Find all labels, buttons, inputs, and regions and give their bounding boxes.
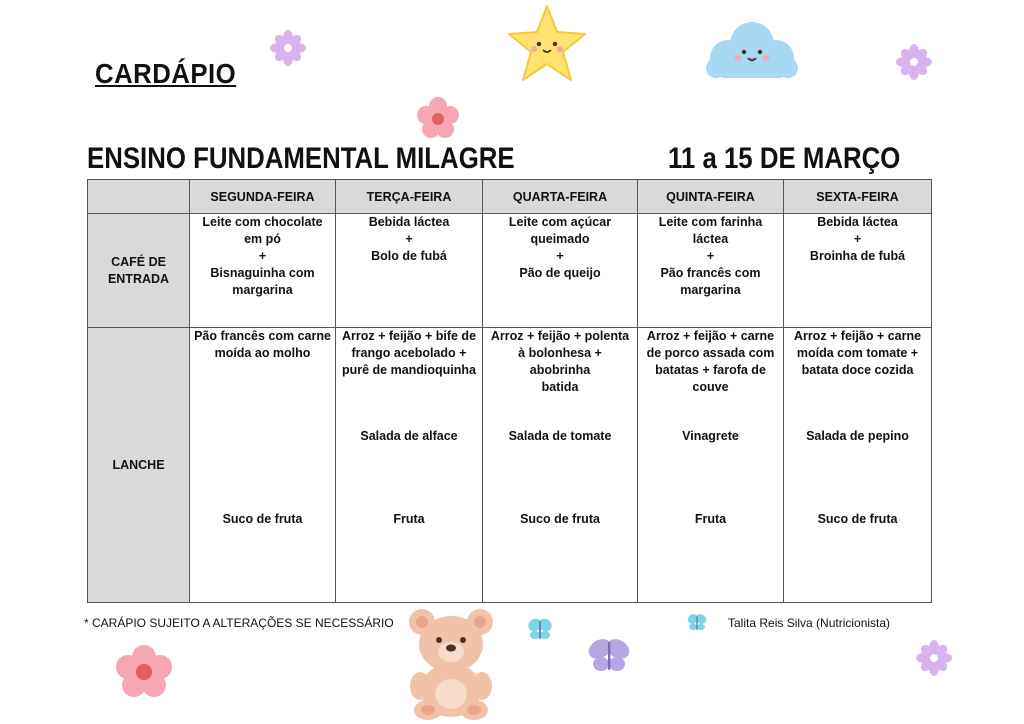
menu-line: +: [258, 249, 267, 263]
lanche-main-dish: [642, 328, 779, 428]
lanche-cell-wednesday: [483, 328, 638, 603]
day-header: SEXTA-FEIRA: [784, 180, 932, 214]
menu-line: purê de mandioquinha: [341, 363, 477, 377]
menu-line: Pão francês com carne: [194, 329, 331, 343]
butterfly-icon: [526, 616, 554, 644]
lanche-cell-thursday: [638, 328, 784, 603]
menu-line: Leite com farinha: [658, 215, 763, 229]
day-header: QUINTA-FEIRA: [638, 180, 784, 214]
menu-line: margarina: [680, 283, 741, 297]
menu-line: batida: [541, 380, 579, 394]
lanche-drink: Fruta: [393, 512, 425, 526]
menu-line: batata doce cozida: [801, 363, 914, 377]
school-name: ENSINO FUNDAMENTAL MILAGRE: [87, 142, 515, 175]
menu-line: Pão francês com: [660, 266, 761, 280]
flower-icon: [916, 640, 952, 676]
menu-table: [87, 179, 932, 603]
lanche-cell-monday: [190, 328, 336, 603]
cafe-row: [88, 214, 932, 328]
flower-icon: [416, 96, 460, 140]
cafe-cell-tuesday: [336, 214, 483, 328]
menu-line: queimado: [530, 232, 590, 246]
row-label-lanche: LANCHE: [88, 328, 190, 603]
menu-line: +: [706, 249, 715, 263]
menu-line: à bolonhesa + abobrinha: [518, 346, 602, 377]
menu-line: Arroz + feijão + carne: [793, 329, 922, 343]
menu-line: Leite com chocolate: [202, 215, 323, 229]
lanche-main-dish: [340, 328, 478, 428]
menu-line: Bebida láctea: [817, 215, 898, 229]
nutritionist-signature: Talita Reis Silva (Nutricionista): [728, 616, 891, 630]
lanche-main-dish: [788, 328, 927, 428]
menu-line: Arroz + feijão + bife de: [341, 329, 477, 343]
menu-line: moída ao molho: [214, 346, 311, 360]
row-label-line: ENTRADA: [107, 271, 170, 286]
lanche-cell-tuesday: [336, 328, 483, 603]
corner-cell: [88, 180, 190, 214]
menu-line: moída com tomate +: [796, 346, 919, 360]
day-header: TERÇA-FEIRA: [336, 180, 483, 214]
menu-line: +: [405, 232, 413, 246]
cafe-cell-monday: [190, 214, 336, 328]
lanche-drink: Suco de fruta: [520, 512, 600, 526]
menu-line: Bisnaguinha com: [210, 266, 315, 280]
menu-line: Leite com açúcar: [508, 215, 612, 229]
menu-line: batatas + farofa de: [655, 363, 766, 377]
disclaimer-note: * CARÁPIO SUJEITO A ALTERAÇÕES SE NECESSÁRIO: [84, 616, 394, 630]
butterfly-icon: [586, 636, 632, 676]
lanche-salad: Salada de tomate: [508, 429, 612, 443]
cafe-cell-friday: [784, 214, 932, 328]
lanche-drink: Fruta: [694, 512, 727, 526]
row-label-line: CAFÉ DE: [111, 254, 166, 269]
menu-line: láctea: [692, 232, 729, 246]
week-dates: 11 a 15 DE MARÇO: [668, 142, 901, 175]
menu-line: Broinha de fubá: [809, 249, 906, 263]
star-icon: [505, 2, 589, 86]
cafe-cell-wednesday: [483, 214, 638, 328]
menu-line: Arroz + feijão + carne: [646, 329, 775, 343]
lanche-main-dish: [194, 328, 331, 428]
cafe-cell-thursday: [638, 214, 784, 328]
page-title: CARDÁPIO: [95, 58, 237, 89]
menu-line: Pão de queijo: [519, 266, 601, 280]
menu-line: frango acebolado +: [351, 346, 467, 360]
lanche-salad: Salada de pepino: [806, 429, 909, 443]
menu-line: +: [853, 232, 862, 246]
flower-icon: [114, 645, 174, 697]
teddy-bear-icon: [404, 606, 498, 720]
menu-line: em pó: [244, 232, 281, 246]
lanche-row: [88, 328, 932, 603]
flower-icon: [270, 30, 306, 66]
menu-line: +: [556, 249, 564, 263]
lanche-salad: Salada de alface: [360, 429, 458, 443]
menu-line: de porco assada com: [646, 346, 775, 360]
lanche-cell-friday: [784, 328, 932, 603]
lanche-salad: [194, 428, 331, 511]
lanche-main-dish: [487, 328, 633, 428]
day-header: QUARTA-FEIRA: [483, 180, 638, 214]
lanche-drink: Suco de fruta: [222, 512, 303, 526]
menu-line: Bebida láctea: [368, 215, 450, 229]
cloud-icon: [704, 16, 800, 86]
days-header-row: [88, 180, 932, 214]
butterfly-icon: [686, 612, 708, 634]
row-label-cafe: [88, 214, 190, 328]
menu-line: Bolo de fubá: [371, 249, 447, 263]
lanche-drink: Suco de fruta: [817, 512, 898, 526]
menu-line: Arroz + feijão + polenta: [490, 329, 630, 343]
lanche-salad: Vinagrete: [682, 429, 739, 443]
day-header: SEGUNDA-FEIRA: [190, 180, 336, 214]
menu-line: couve: [692, 380, 729, 394]
flower-icon: [896, 44, 932, 80]
menu-line: margarina: [232, 283, 293, 297]
